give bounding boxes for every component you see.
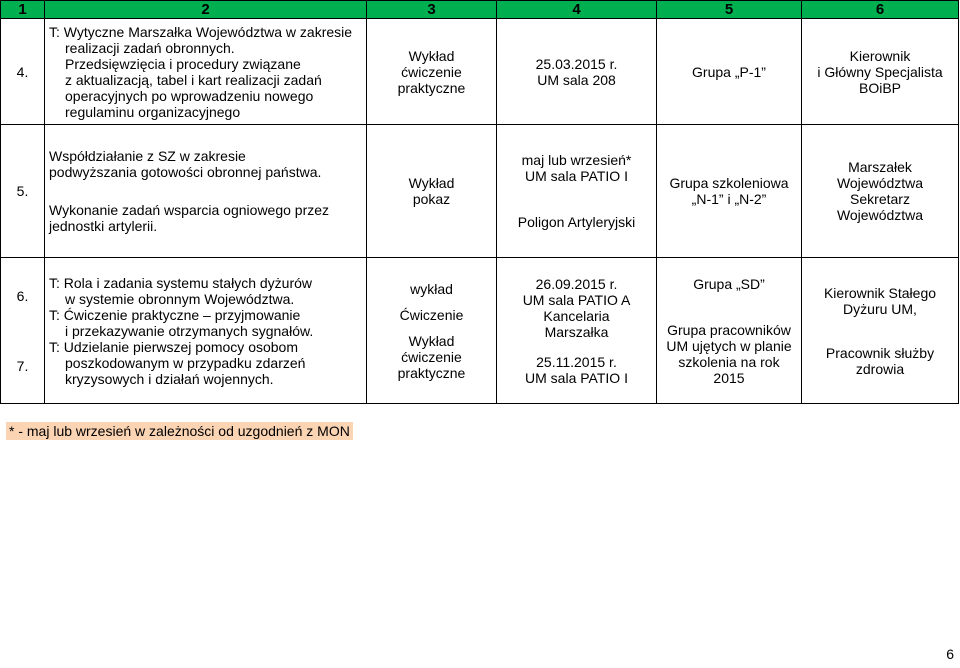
date-line: 25.11.2015 r.	[536, 353, 617, 370]
row-number-cell	[1, 258, 45, 404]
date-line: 25.03.2015 r.	[535, 55, 618, 72]
form-line: ćwiczenie	[401, 63, 462, 80]
lead-line: i Główny Specjalista	[817, 63, 943, 80]
table-row	[1, 258, 959, 404]
lead-cell	[802, 258, 959, 404]
form-cell	[367, 19, 497, 125]
place-line: UM sala PATIO I	[525, 168, 628, 184]
topic-line: T: Udzielanie pierwszej pomocy osobom	[49, 338, 298, 355]
place-line: UM sala PATIO I	[525, 369, 628, 386]
topic-cell	[45, 258, 367, 404]
topic-line: Wykonanie zadań wsparcia ogniowego przez	[49, 202, 330, 218]
group-line: Grupa szkoleniowa	[669, 175, 789, 191]
topic-cell	[45, 19, 367, 125]
row-number: 6.	[16, 287, 29, 304]
topic-line: jednostki artylerii.	[49, 218, 158, 234]
column-header: 1	[1, 1, 45, 19]
topic-line: operacyjnych po wprowadzeniu nowego	[65, 87, 314, 104]
date-line: maj lub wrzesień*	[521, 152, 632, 168]
group-line: Grupa pracowników	[667, 321, 791, 338]
place-line: Poligon Artyleryjski	[517, 214, 636, 230]
group-line: Grupa „P-1”	[692, 63, 766, 80]
lead-line: Marszałek	[848, 159, 912, 175]
form-line: wykład	[410, 280, 453, 297]
form-line: pokaz	[412, 191, 451, 207]
form-line: ćwiczenie	[401, 348, 462, 365]
date-place-cell	[497, 19, 657, 125]
form-line: praktyczne	[397, 79, 466, 96]
topic-line: realizacji zadań obronnych.	[65, 39, 235, 56]
table-row	[1, 125, 959, 258]
footnote: * - maj lub wrzesień w zależności od uzgodnień z MON	[6, 422, 353, 440]
topic-line: T: Ćwiczenie praktyczne – przyjmowanie	[49, 306, 301, 323]
group-cell	[657, 125, 802, 258]
column-header: 2	[45, 1, 367, 19]
topic-line: poszkodowanym w przypadku zdarzeń	[65, 354, 306, 371]
form-cell	[367, 125, 497, 258]
lead-line: Sekretarz	[850, 191, 910, 207]
date-place-cell	[497, 258, 657, 404]
place-line: UM sala 208	[537, 71, 616, 88]
group-line: Grupa „SD”	[693, 275, 765, 292]
topic-line: i przekazywanie otrzymanych sygnałów.	[65, 322, 314, 339]
lead-line: Kierownik Stałego	[823, 284, 937, 301]
topic-line: kryzysowych i działań wojennych.	[65, 370, 274, 387]
form-cell	[367, 258, 497, 404]
form-line: Wykład	[408, 175, 455, 191]
place-line: Marszałka	[544, 323, 609, 340]
row-number: 7.	[16, 357, 29, 374]
form-line: praktyczne	[397, 364, 466, 381]
topic-line: T: Wytyczne Marszałka Województwa w zakresie	[49, 23, 353, 40]
lead-cell	[802, 125, 959, 258]
group-line: 2015	[713, 369, 745, 386]
topic-line: Współdziałanie z SZ w zakresie	[49, 148, 246, 164]
lead-line: Kierownik	[849, 47, 911, 64]
place-line: Kancelaria	[543, 307, 610, 324]
table-row	[1, 19, 959, 125]
column-header: 4	[497, 1, 657, 19]
lead-line: zdrowia	[855, 360, 905, 377]
lead-line: BOiBP	[858, 79, 901, 96]
group-line: szkolenia na rok	[678, 353, 780, 370]
lead-line: Pracownik służby	[825, 344, 935, 361]
group-line: UM ujętych w planie	[666, 337, 792, 354]
date-line: 26.09.2015 r.	[535, 275, 618, 292]
place-line: UM sala PATIO A	[522, 291, 631, 308]
form-line: Wykład	[408, 47, 455, 64]
row-number: 4.	[1, 19, 45, 125]
column-header: 6	[802, 1, 959, 19]
form-line: Ćwiczenie	[399, 306, 464, 323]
topic-line: podwyższania gotowości obronnej państwa.	[49, 164, 322, 180]
group-cell	[657, 258, 802, 404]
page-number: 6	[946, 646, 954, 662]
group-line: „N-1” i „N-2”	[691, 191, 767, 207]
lead-cell	[802, 19, 959, 125]
header-row	[1, 1, 959, 19]
date-place-cell	[497, 125, 657, 258]
group-cell	[657, 19, 802, 125]
topic-line: w systemie obronnym Województwa.	[65, 290, 295, 307]
column-header: 3	[367, 1, 497, 19]
column-header: 5	[657, 1, 802, 19]
topic-line: z aktualizacją, tabel i kart realizacji zadań	[65, 71, 322, 88]
topic-line: Przedsięwzięcia i procedury związane	[65, 55, 301, 72]
row-number: 5.	[1, 125, 45, 258]
lead-line: Województwa	[836, 207, 924, 223]
topic-line: T: Rola i zadania systemu stałych dyżurów	[49, 274, 312, 291]
lead-line: Województwa	[836, 175, 924, 191]
topic-line: regulaminu organizacyjnego	[65, 103, 241, 120]
form-line: Wykład	[408, 332, 455, 349]
topic-cell	[45, 125, 367, 258]
lead-line: Dyżuru UM,	[843, 300, 917, 317]
